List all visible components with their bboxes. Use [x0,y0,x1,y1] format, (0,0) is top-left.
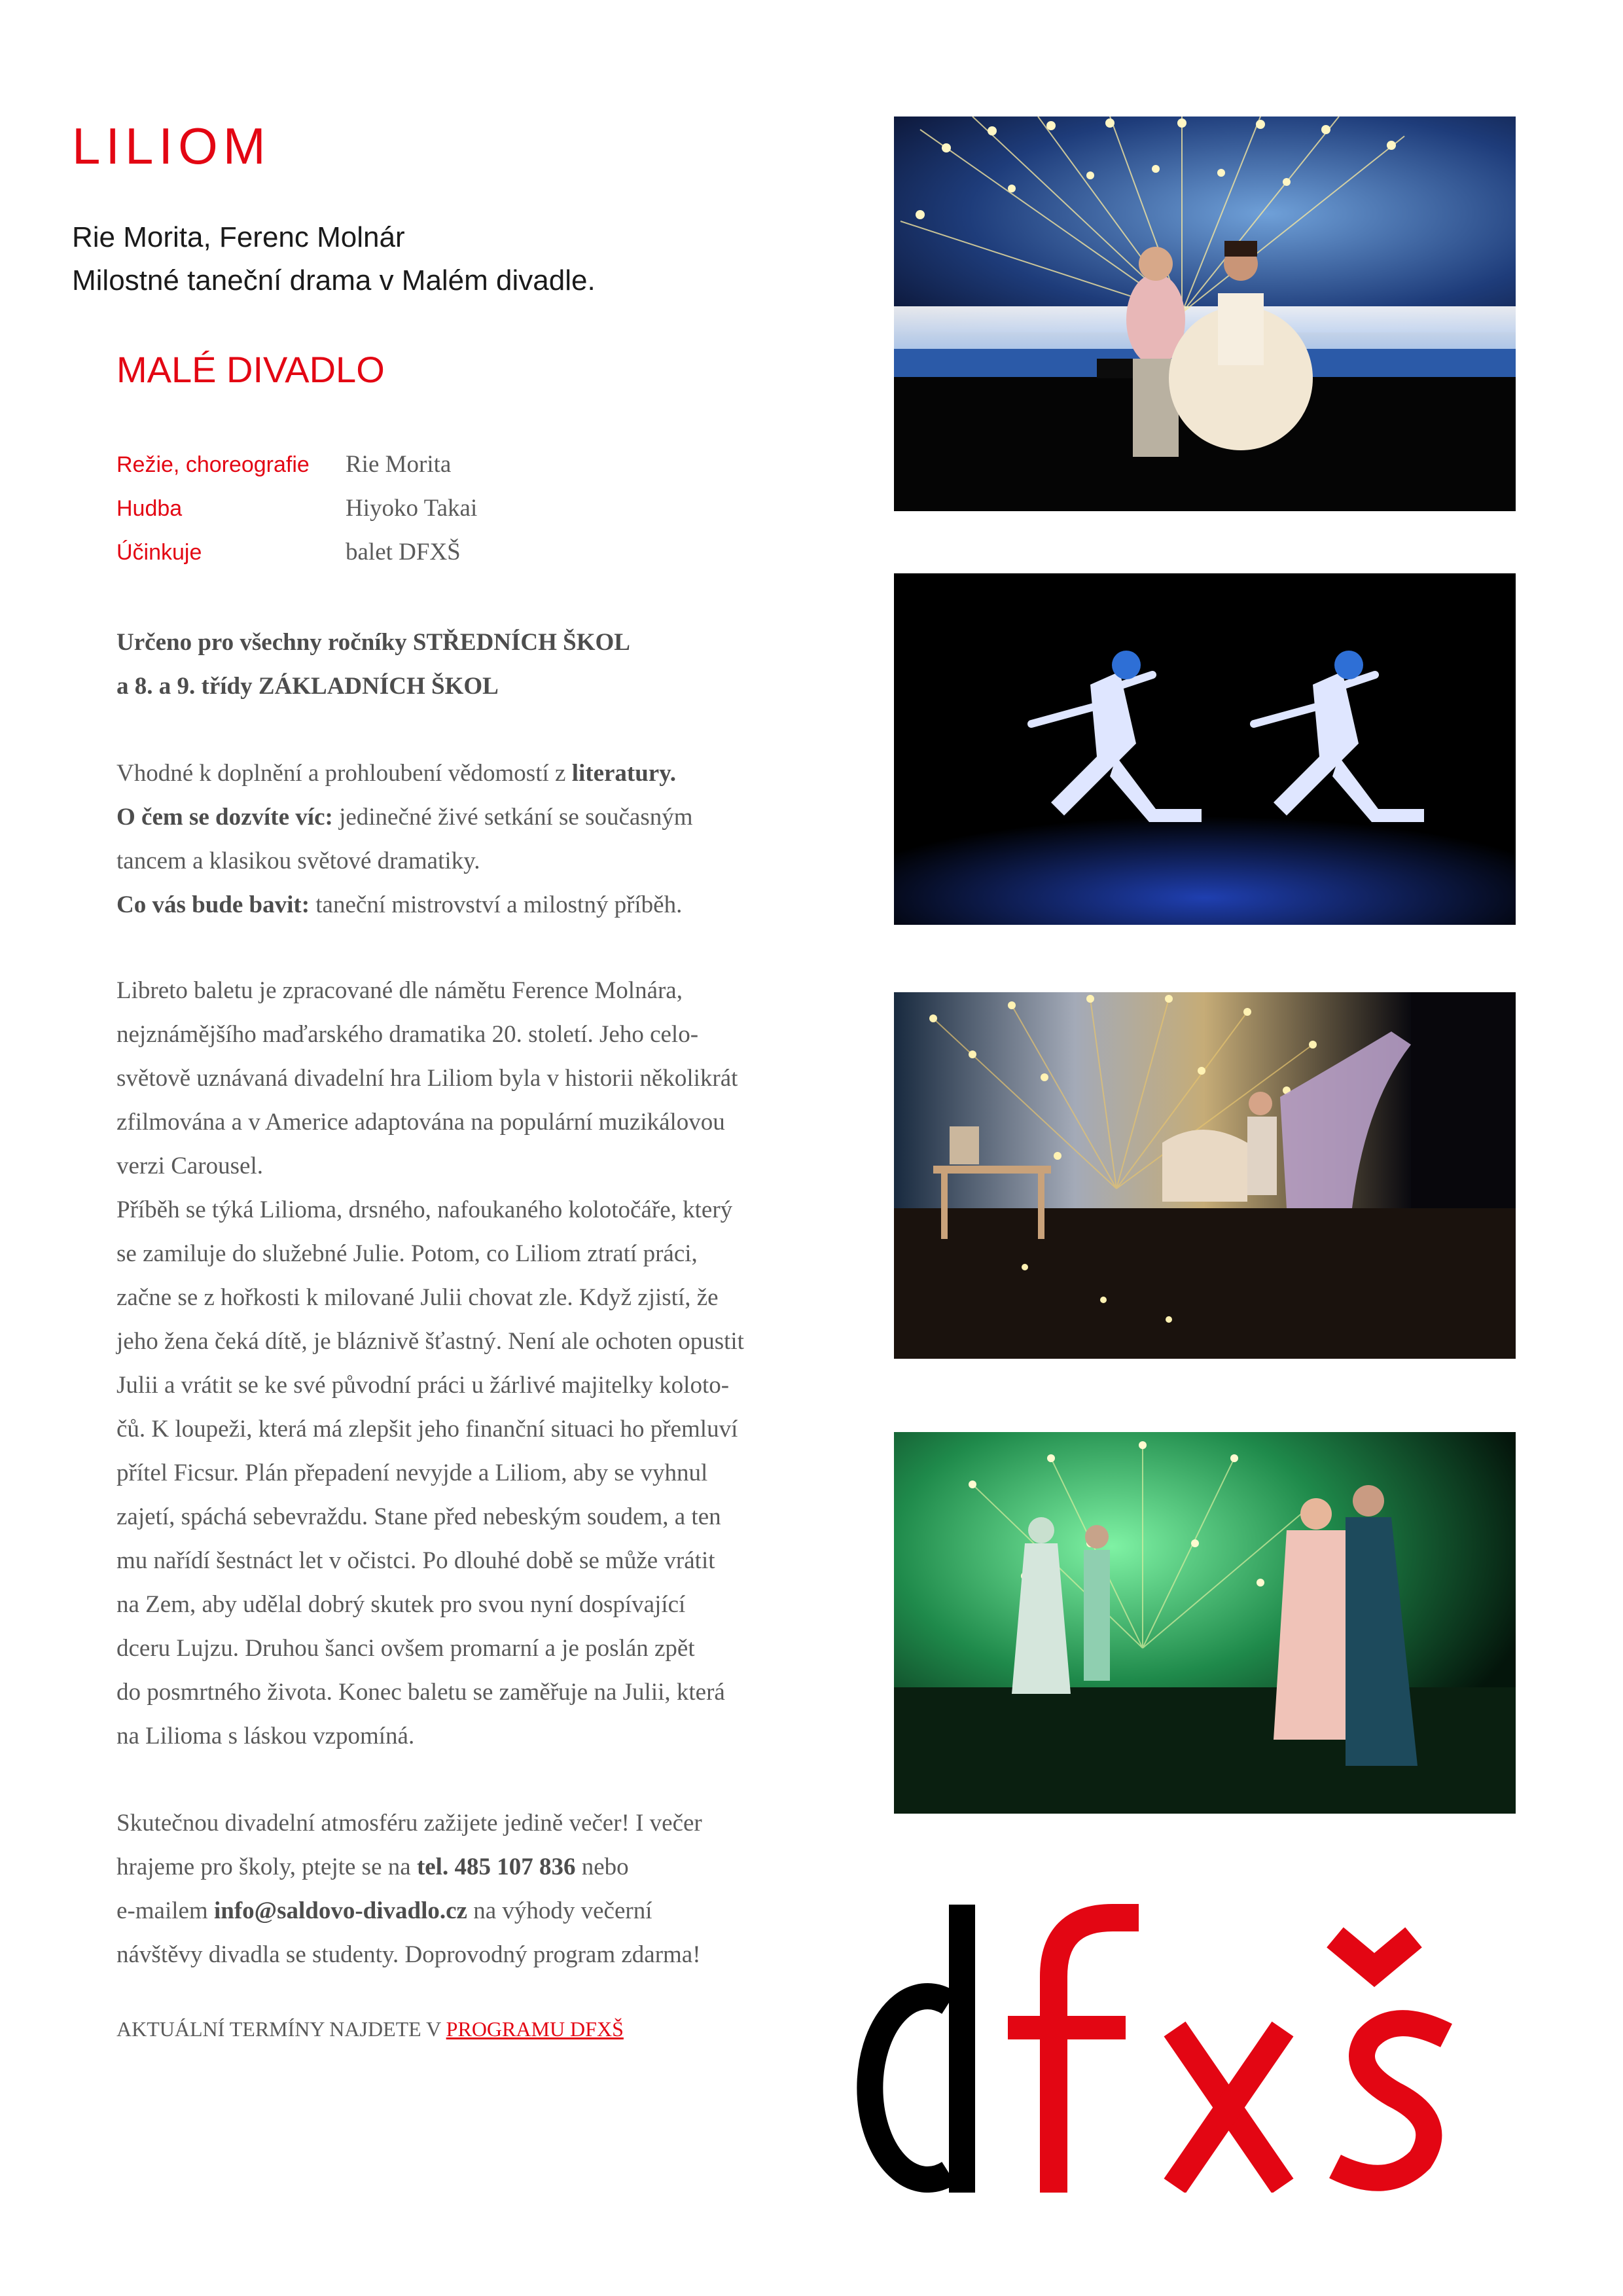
credits-list [116,450,477,582]
document-title: LILIOM [72,117,271,175]
credit-value: Rie Morita [346,451,452,478]
synopsis-line: čů. K loupeži, která má zlepšit jeho finanční situaci ho přemluví [116,1416,738,1443]
subtitle-line: Rie Morita, Ferenc Molnár [72,221,405,253]
synopsis-line: přítel Ficsur. Plán přepadení nevyjde a Liliom, aby se vyhnul [116,1460,708,1486]
synopsis-line: Libreto baletu je zpracované dle námětu Ference Molnára, [116,977,683,1004]
program-line [116,2017,624,2041]
photo-couple-bench [894,117,1516,511]
credit-value: Hiyoko Takai [346,495,478,522]
synopsis-line: nejznámějšího maďarského dramatika 20. století. Jeho celo- [116,1021,699,1048]
synopsis-line: Julii a vrátit se ke své původní práci u žárlivé majitelky koloto- [116,1372,730,1399]
contact-line: hrajeme pro školy, ptejte se na tel. 485 107 836 nebo [116,1854,629,1880]
benefits-block [116,751,823,927]
phone-number: tel. 485 107 836 [416,1854,576,1880]
credit-row [116,450,477,494]
benefits-line: Co vás bude bavit: taneční mistrovství a milostný příběh. [116,891,683,918]
credit-value: balet DFXŠ [346,539,461,565]
synopsis-line: zajetí, spáchá sebevraždu. Stane před nebeským soudem, a ten [116,1503,721,1530]
benefits-line: Vhodné k doplnění a prohloubení vědomostí z literatury. [116,760,676,787]
synopsis-line: začne se z hořkosti k milované Julii chovat zle. Když zjistí, že [116,1284,719,1311]
contact-block [116,1801,823,1977]
contact-line: návštěvy divadla se studenty. Doprovodný program zdarma! [116,1941,701,1968]
synopsis-line: zfilmována a v Americe adaptována na populární muzikálovou [116,1109,725,1136]
synopsis-line: světově uznávaná divadelní hra Liliom byla v historii několikrát [116,1065,738,1092]
credit-row [116,538,477,582]
synopsis-line: jeho žena čeká dítě, je bláznivě šťastný. Není ale ochoten opustit [116,1328,744,1355]
synopsis-line: do posmrtného života. Konec baletu se zaměřuje na Julii, která [116,1679,725,1706]
audience-line: a 8. a 9. třídy ZÁKLADNÍCH ŠKOL [116,673,499,700]
photo-green-scene [894,1432,1516,1814]
audience-block [116,620,823,708]
audience-line: Určeno pro všechny ročníky STŘEDNÍCH ŠKOL [116,629,630,656]
subtitle [72,216,596,302]
synopsis-line: mu nařídí šestnáct let v očistci. Po dlouhé době se může vrátit [116,1547,715,1574]
credit-label: Hudba [116,496,183,521]
program-prefix: AKTUÁLNÍ TERMÍNY NAJDETE V [116,2017,446,2041]
synopsis-line: se zamiluje do služebné Julie. Potom, co Liliom ztratí práci, [116,1240,698,1267]
synopsis-line: Příběh se týká Lilioma, drsného, nafoukaného kolotočáře, který [116,1196,733,1223]
benefits-line: tancem a klasikou světové dramatiky. [116,848,480,874]
benefits-line: O čem se dozvíte víc: jedinečné živé setkání se současným [116,804,693,831]
credit-label: Režie, choreografie [116,452,310,477]
synopsis-block [116,969,823,1758]
venue-heading: MALÉ DIVADLO [116,349,385,390]
email-address: info@saldovo-divadlo.cz [213,1897,467,1924]
contact-line: e-mailem info@saldovo-divadlo.cz na výhody večerní [116,1897,652,1924]
credit-label: Účinkuje [116,540,202,565]
photo-two-dancers [894,573,1516,925]
synopsis-line: dceru Lujzu. Druhou šanci ovšem promarní a je poslán zpět [116,1635,695,1662]
contact-line: Skutečnou divadelní atmosféru zažijete jedině večer! I večer [116,1810,702,1837]
photo-cradle-scene [894,992,1516,1359]
synopsis-line: na Lilioma s láskou vzpomíná. [116,1723,415,1749]
program-link[interactable]: PROGRAMU DFXŠ [446,2017,624,2041]
synopsis-line: verzi Carousel. [116,1153,263,1179]
synopsis-line: na Zem, aby udělal dobrý skutek pro svou nyní dospívající [116,1591,686,1618]
dfxs-logo [818,1898,1525,2193]
dfxs-logo-mark [818,1898,1525,2193]
credit-row [116,494,477,538]
subtitle-line: Milostné taneční drama v Malém divadle. [72,264,596,296]
